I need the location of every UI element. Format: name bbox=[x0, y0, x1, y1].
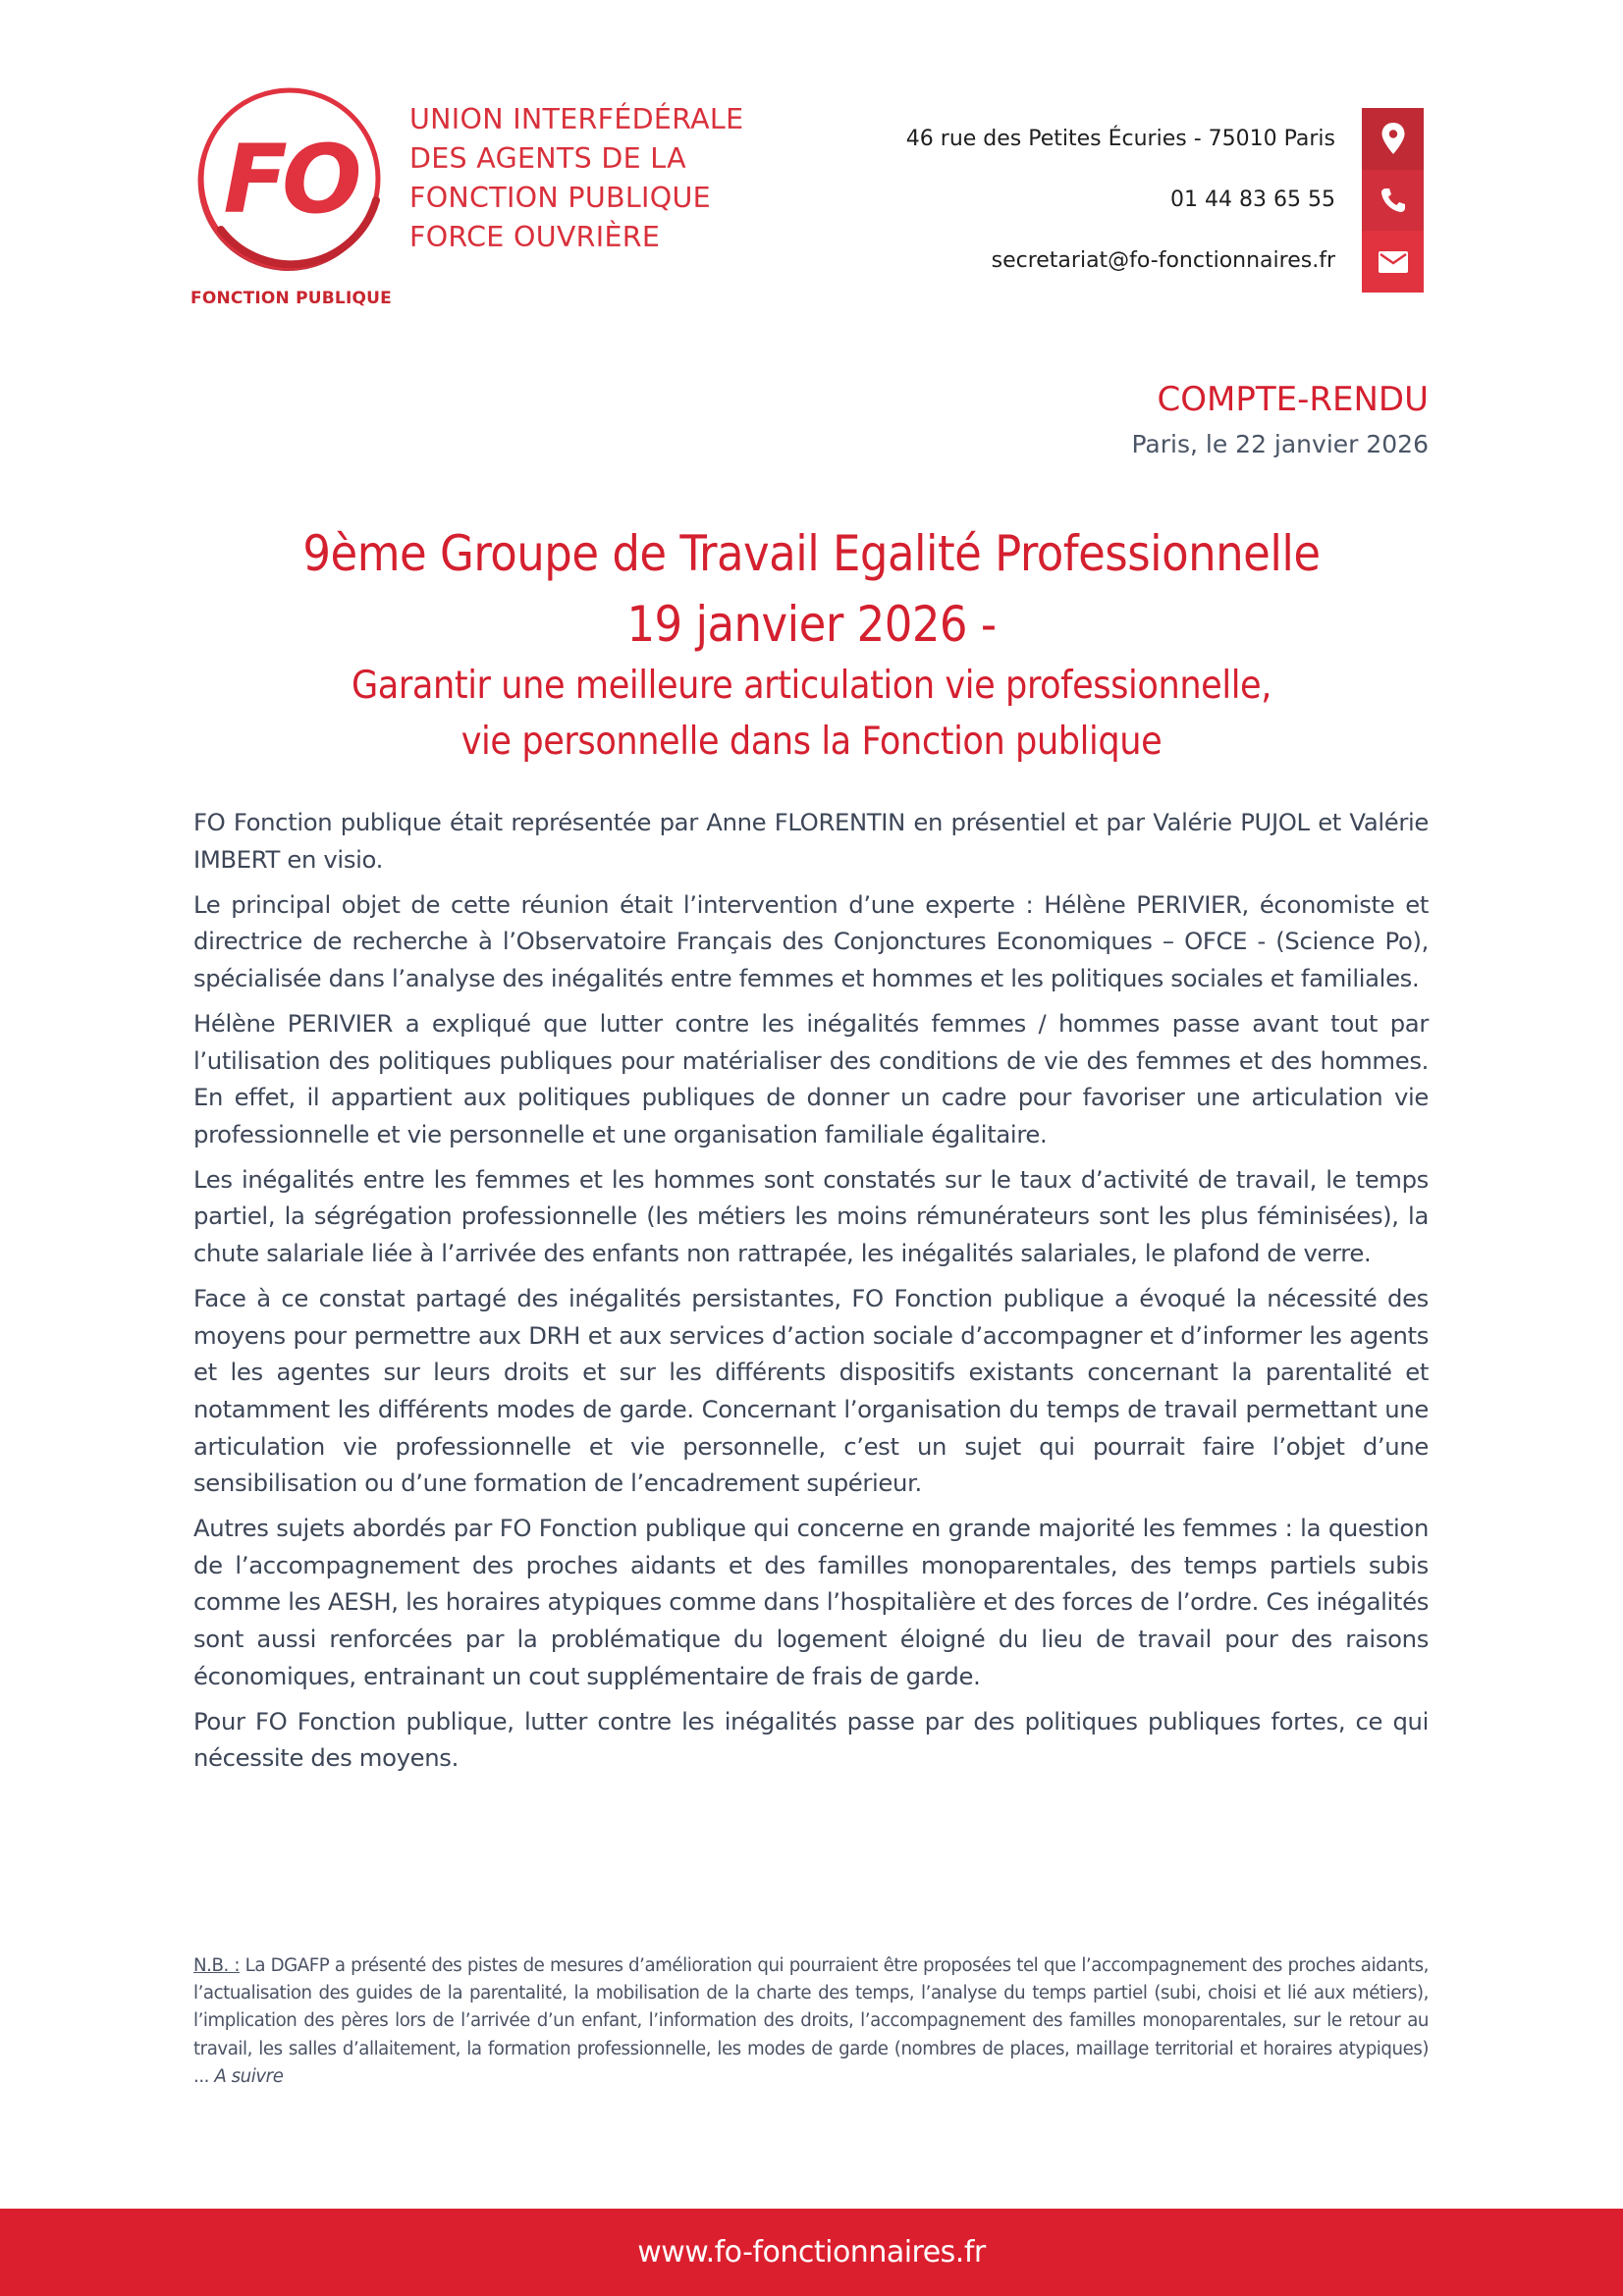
logo-caption: FONCTION PUBLIQUE bbox=[190, 289, 392, 308]
body-paragraph: Hélène PERIVIER a expliqué que lutter contre les inégalités femmes / hommes passe avant tout par l’utilisation des politiques publiques pour matérialiser des conditions de vie des femmes et des hommes. En effet, il appartient aux politiques publiques de donner un cadre pour favoriser une articulation vie professionnelle et vie personnelle et une organisation familiale égalitaire. bbox=[193, 1008, 1429, 1148]
subtitle-line: vie personnelle dans la Fonction publique bbox=[460, 720, 1163, 764]
org-name-line: FORCE OUVRIÈRE bbox=[409, 221, 661, 253]
nb-label: N.B. : bbox=[193, 1955, 241, 1976]
org-name-line: FONCTION PUBLIQUE bbox=[409, 182, 711, 214]
contact-email[interactable]: secretariat@fo-fonctionnaires.fr bbox=[991, 247, 1335, 273]
body-paragraph: Pour FO Fonction publique, lutter contre les inégalités passe par des politiques publiques fortes, ce qui nécessite des moyens. bbox=[193, 1706, 1429, 1773]
fo-logo bbox=[191, 82, 388, 279]
body-paragraph: Face à ce constat partagé des inégalités persistantes, FO Fonction publique a évoqué la nécessité des moyens pour permettre aux DRH et aux services d’action sociale d’accompagner et d’informer les agents et les agentes sur leurs droits et sur les différents dispositifs existants concernant la parentalité et notamment les différents modes de garde. Concernant l’organisation du temps de travail permettant une articulation vie professionnelle et vie personnelle, c’est un sujet qui pourrait faire l’objet d’une sensibilisation ou d’une formation de l’encadrement supérieur. bbox=[193, 1284, 1429, 1498]
nb-text: La DGAFP a présenté des pistes de mesures d’amélioration qui pourraient être proposées tel que l’accompagnement des proches aidants, l’actualisation des guides de la parentalité, la mobilisation de la charte des temps, l’analyse du temps partiel (subi, choisi et lié aux métiers), l’implication des pères lors de l’arrivée d’un enfant, l’information des droits, l’accompagnement des familles monoparentales, sur le retour au travail, les salles d’allaitement, la formation professionnelle, les modes de garde (nombres de places, maillage territorial et horaires atypiques) ... bbox=[193, 1955, 1429, 2087]
body-paragraph: Les inégalités entre les femmes et les hommes sont constatés sur le taux d’activité de travail, le temps partiel, la ségrégation professionnelle (les métiers les moins rémunérateurs sont les plus féminisées), la chute salariale liée à l’arrivée des enfants non rattrapée, les inégalités salariales, le plafond de verre. bbox=[193, 1164, 1429, 1268]
fo-logo-icon bbox=[191, 82, 388, 279]
contact-icons bbox=[1362, 108, 1424, 293]
document-subtitle bbox=[147, 658, 1476, 770]
body-paragraph: Autres sujets abordés par FO Fonction publique qui concerne en grande majorité les femmes : la question de l’accompagnement des proches aidants et des familles monoparentales, des temps partiels subis comme les AESH, les horaires atypiques comme dans l’hospitalière et des forces de l’ordre. Ces inégalités sont aussi renforcées par la problématique du logement éloigné du lieu de travail pour des raisons économiques, entrainant un cout supplémentaire de frais de garde. bbox=[193, 1514, 1429, 1690]
footer-band bbox=[0, 2209, 1623, 2296]
website-link[interactable]: www.fo-fonctionnaires.fr bbox=[637, 2235, 986, 2269]
document-title bbox=[147, 518, 1476, 660]
phone-icon bbox=[1362, 170, 1424, 232]
organisation-name bbox=[409, 100, 743, 257]
contact-info bbox=[864, 108, 1335, 291]
document-body bbox=[193, 804, 1429, 1785]
nb-tail: A suivre bbox=[214, 2065, 284, 2087]
org-name-line: UNION INTERFÉDÉRALE bbox=[409, 103, 744, 135]
contact-phone[interactable]: 01 44 83 65 55 bbox=[1170, 187, 1335, 212]
body-paragraph: Le principal objet de cette réunion était l’intervention d’une experte : Hélène PERIVIER, économiste et directrice de recherche à l’Observatoire Français des Conjonctures Economiques – OFCE - (Science Po), spécialisée dans l’analyse des inégalités entre femmes et hommes et les politiques sociales et familiales. bbox=[193, 889, 1429, 992]
org-name-line: DES AGENTS DE LA bbox=[409, 142, 686, 175]
report-type: COMPTE-RENDU bbox=[1157, 380, 1429, 419]
subtitle-line: Garantir une meilleure articulation vie professionnelle, bbox=[352, 664, 1271, 708]
body-paragraph: FO Fonction publique était représentée par Anne FLORENTIN en présentiel et par Valérie PUJOL et Valérie IMBERT en visio. bbox=[193, 808, 1429, 874]
envelope-icon bbox=[1362, 231, 1424, 293]
nb-note bbox=[193, 1952, 1429, 2091]
title-line: 19 janvier 2026 - bbox=[626, 596, 997, 653]
map-pin-icon bbox=[1362, 108, 1424, 170]
report-date: Paris, le 22 janvier 2026 bbox=[1131, 430, 1429, 458]
logo-letters: FO bbox=[223, 125, 356, 235]
contact-address: 46 rue des Petites Écuries - 75010 Paris bbox=[905, 126, 1335, 151]
title-line: 9ème Groupe de Travail Egalité Professionnelle bbox=[302, 525, 1321, 582]
